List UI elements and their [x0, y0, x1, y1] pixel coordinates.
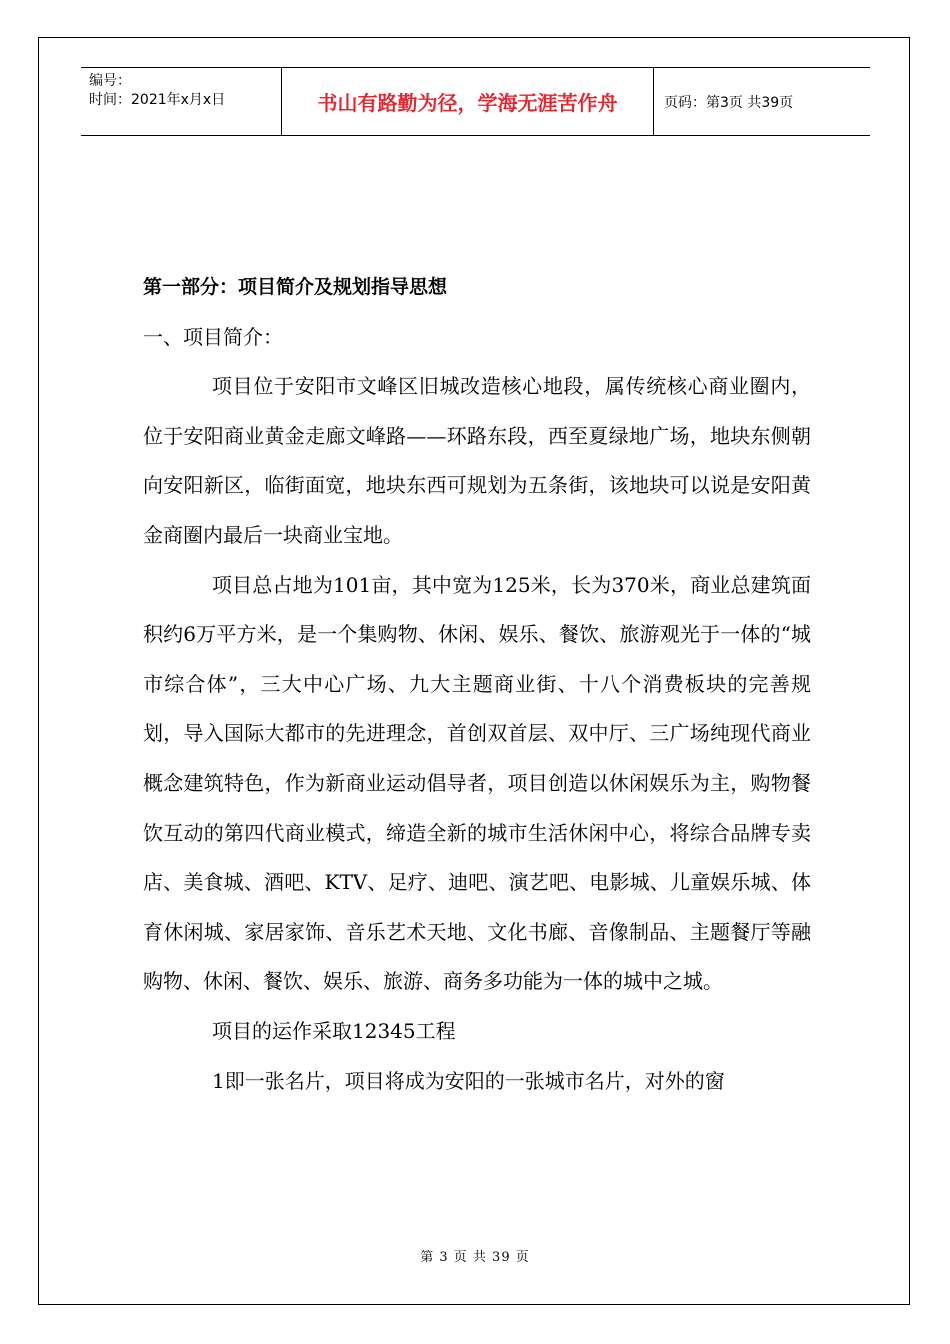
header-table [81, 67, 870, 136]
paragraph-operation: 项目的运作采取12345工程 [212, 1018, 456, 1043]
page-footer: 第 3 页 共 39 页 [420, 1250, 530, 1265]
paragraph-business-card: 1即一张名片，项目将成为安阳的一张城市名片，对外的窗 [212, 1068, 725, 1093]
section-title: 第一部分：项目简介及规划指导思想 [143, 276, 448, 298]
date-label: 时间：2021年x月x日 [89, 92, 226, 108]
header-info-cell [81, 68, 282, 135]
document-body [143, 263, 811, 1106]
serial-number-label: 编号： [89, 73, 131, 89]
header-motto: 书山有路勤为径，学海无涯苦作舟 [282, 68, 654, 135]
subsection-title: 一、项目简介： [143, 324, 283, 349]
paragraph-location: 项目位于安阳市文峰区旧城改造核心地段，属传统核心商业圈内，位于安阳商业黄金走廊文峰路——环路东段，西至夏绿地广场，地块东侧朝向安阳新区，临街面宽，地块东西可规划为五条街，该地块可以说是安阳黄金商圈内最后一块商业宝地。 [143, 374, 811, 547]
paragraph-overview: 项目总占地为101亩，其中宽为125米，长为370米，商业总建筑面积约6万平方米，是一个集购物、休闲、娱乐、餐饮、旅游观光于一体的“城市综合体”，三大中心广场、九大主题商业街、十八个消费板块的完善规划，导入国际大都市的先进理念，首创双首层、双中厅、三广场纯现代商业概念建筑特色，作为新商业运动倡导者，项目创造以休闲娱乐为主，购物餐饮互动的第四代商业模式，缔造全新的城市生活休闲中心，将综合品牌专卖店、美食城、酒吧、KTV、足疗、迪吧、演艺吧、电影城、儿童娱乐城、体育休闲城、家居家饰、音乐艺术天地、文化书廊、音像制品、主题餐厅等融购物、休闲、餐饮、娱乐、旅游、商务多功能为一体的城中之城。 [143, 572, 811, 994]
header-page-indicator: 页码：第3页 共39页 [664, 94, 794, 111]
